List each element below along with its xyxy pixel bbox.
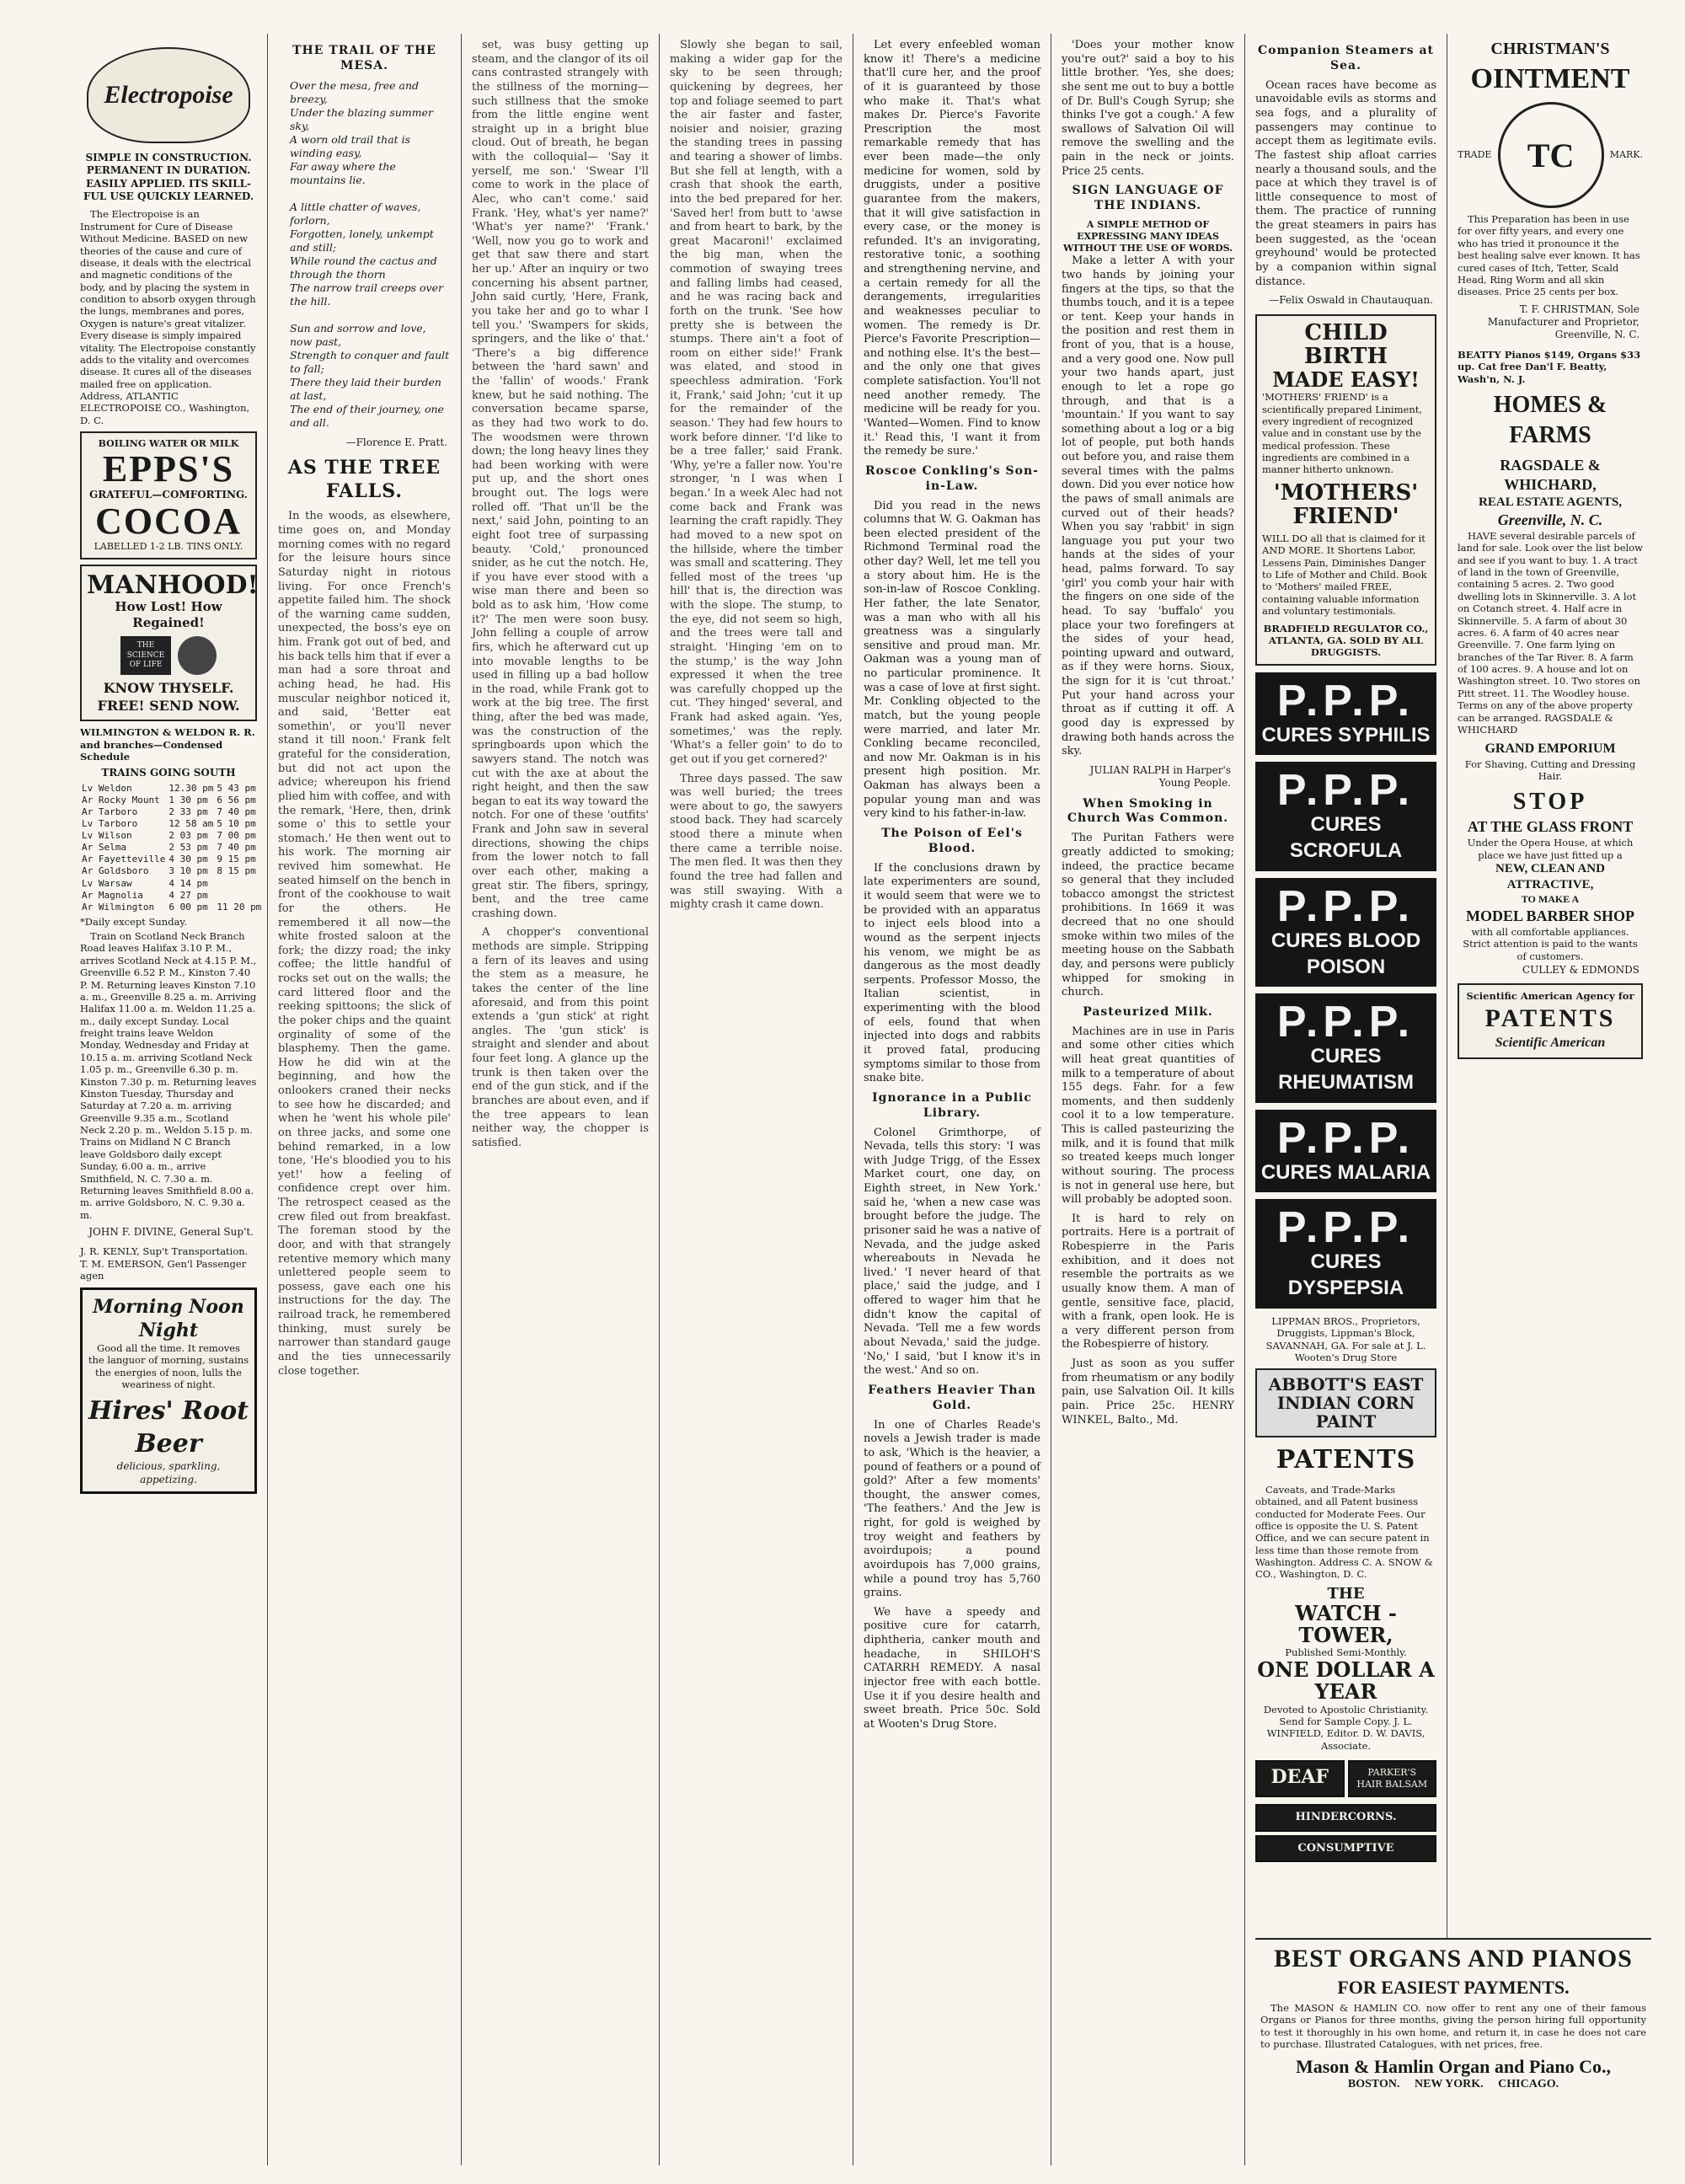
ppp-ad bbox=[1255, 993, 1436, 1102]
schedule-cell: 4 27 pm bbox=[168, 889, 208, 901]
schedule-cell: 2 53 pm bbox=[168, 842, 208, 854]
schedule-cell: 2 33 pm bbox=[168, 806, 208, 818]
article-signature: —Felix Oswald in Chautauquan. bbox=[1269, 294, 1433, 307]
ppp-title: P.P.P. bbox=[1276, 766, 1415, 816]
column-3 bbox=[463, 34, 657, 2165]
rail-text: Train on Scotland Neck Branch Road leaves Halifax 3.10 P. M., arrives Scotland Neck at 4.15 P. M., Greenville 6.52 P. M., Kinston 7.40 P. M. Returning leaves Kinston 7.10 a. m., Greenville 8.25 a. m. Arriving Halifax 11.00 a. m. Weldon 11.25 a. m., daily except Sunday. Local freight trains leave Weldon Monday, Wednesday and Friday at 10.15 a. m. arriving Scotland Neck 1.05 p. m., Greenville 6.30 p. m. Kinston 7.30 p. m. Returning leaves Kinston Tuesday, Thursday and Saturday at 7.20 a. m. arriving Greenville 9.35 a.m., Scotland Neck 2.20 p. m., Weldon 5.15 p. m. Trains on Midland N C Branch leave Goldsboro daily except Sunday, 6.00 a. m., arrive Smithfield, N. C. 7.30 a. m. Returning leaves Smithfield 8.00 a. m. arrive Goldsboro, N. C. 9.30 a. m. bbox=[80, 930, 257, 1221]
article-body: Ocean races have become as unavoidable evils as storms and sea fogs, and a plurality of passengers may continue to accept them as legitimate evils. The fastest ship afloat carries nearly a thousand souls, and the pace at which they travel is of little consequence to most of them. The practice of running the great steamers in pairs has been suggested, as the 'ocean greyhound' would be protected by a companion within signal distance. bbox=[1255, 78, 1436, 288]
article-body: The Puritan Fathers were greatly addicted to smoking; indeed, the practice became so general that they included tobacco amongst the strictest prohibitions. In 1669 it was decreed that no one should smoke within two miles of the meeting house on the Sabbath day, and persons were publicly whipped for smoking in church. bbox=[1062, 832, 1234, 999]
article-subheading: A SIMPLE METHOD OF EXPRESSING MANY IDEAS WITHOUT THE USE OF WORDS. bbox=[1062, 219, 1233, 254]
story-body: A chopper's conventional methods are simple. Stripping a fern of its leaves and using the stem as a measure, he takes the center of the line aforesaid, and from this point extends a 'gun stick' at right angles. The 'gun stick' is straight and slender and about four feet long. A glance up the trunk is then taken over the end of the gun stick, and if the branches are about even, and if the tree appears to lean neither way, the chopper is satisfied. bbox=[472, 926, 649, 1149]
manhood-ad: MANHOOD! How Lost! How Regained! THE SCIENCE OF LIFE KNOW THYSELF. FREE! SEND NOW. bbox=[80, 565, 257, 721]
article-body: Make a letter A with your two hands by joining your fingers at the tips, so that the thumbs touch, and it is a tepee or tent. Keep your hands in the position and rest them in front of you, that is a house, and a very good one. Now pull your two hands apart, just enough to let a rope go through, and that is a 'mountain.' If you want to say something about a log or a big lot of people, put both hands out before you, and raise them several times with the palms down. Did you ever notice how the paws of small animals are curved out of their heads? When you say 'rabbit' in sign language you put your two hands at the sides of your head, palms forward. To say 'girl' you comb your hair with the fingers on one side of the head. To say 'buffalo' you place your two forefingers at the sides of your head, pointing upward and outward, as if they were horns. Sioux, the sign for it is 'cut throat.' Put your hand across your throat as if cutting it off. A good day is expressed by drawing both hands across the sky. bbox=[1062, 254, 1234, 758]
schedule-row bbox=[80, 783, 263, 795]
schedule-cell: Ar Wilmington bbox=[82, 901, 155, 913]
article-body: 'Does your mother know you're out?' said a boy to his little brother. 'Yes, she does; she sent me out to buy a bottle of Dr. Bull's Cough Syrup; she thinks I've got a cough.' A few swallows of Salvation Oil will remove the swelling and the pain in the neck or joints. Price 25 cents. bbox=[1062, 39, 1234, 178]
article-body: Did you read in the news columns that W. G. Oakman has been elected president of the Richmond Terminal road the other day? Well, let me tell you a story about him. He is the son-in-law of Roscoe Conkling. Her father, the late Senator, was a man who with all his greatness was a singularly sensitive and proud man. Mr. Oakman was a young man of no particular prominence. It was a case of love at first sight. Mr. Conkling objected to the match, but the young people were married, and later Mr. Conkling became reconciled, and now Mr. Oakman is in his present high position. Mr. Oakman has always been a popular young man and was very kind to his father-in-law. bbox=[864, 499, 1040, 821]
schedule-cell: 6 56 pm bbox=[217, 794, 256, 806]
column-1 bbox=[72, 34, 265, 2165]
watch-tower-ad: THE WATCH - TOWER, Published Semi-Monthly. ONE DOLLAR A YEAR Devoted to Apostolic Christianity. Send for Sample Copy. J. L. WINFIELD, Editor. D. W. DAVIS, Associate. bbox=[1257, 1584, 1435, 1752]
story-body: Three days passed. The saw was well buried; the trees were about to go, the sawyers stood back. They had scarcely stood there a minute when there came a terrible noise. The men fled. It was then they found the tree had fallen and was still swaying. With a mighty crash it came down. bbox=[670, 772, 842, 912]
column-rule bbox=[267, 34, 268, 2165]
schedule-row bbox=[80, 818, 263, 830]
signature: J. R. KENLY, Sup't Transportation. bbox=[80, 1245, 249, 1258]
salvation-oil-ad: Just as soon as you suffer from rheumatism or any bodily pain, use Salvation Oil. It kills pain. Price 25c. HENRY WINKEL, Balto., Md. bbox=[1062, 1357, 1234, 1427]
patents-body: Caveats, and Trade-Marks obtained, and all Patent business conducted for Moderate Fees. Our office is opposite the U. S. Patent Office, and we can secure patent in less time than those remote from Washington. Address C. A. SNOW & CO., Washington, D. C. bbox=[1255, 1483, 1433, 1581]
ppp-cure-label: CURES RHEUMATISM bbox=[1278, 1045, 1414, 1094]
electropoise-logo: Electropoise bbox=[87, 47, 250, 143]
ppp-ad bbox=[1255, 672, 1436, 756]
article-body: In one of Charles Reade's novels a Jewish trader is made to ask, 'Which is the heavier, a pound of feathers or a pound of gold?' After a few moments' thought, the answer comes, 'The feathers.' And the Jew is right, for gold is weighed by troy weight and feathers by avoirdupois; a pound avoirdupois has 7,000 grains, while a pound troy has 5,760 grains. bbox=[864, 1418, 1040, 1600]
epps-cocoa-ad: BOILING WATER OR MILK EPPS'S GRATEFUL—COMFORTING. COCOA LABELLED 1-2 LB. TINS ONLY. bbox=[80, 431, 257, 559]
schedule-cell: 4 30 pm bbox=[168, 854, 208, 865]
article-heading: Feathers Heavier Than Gold. bbox=[868, 1383, 1036, 1412]
schedule-cell: 7 40 pm bbox=[217, 842, 256, 854]
patents-heading: PATENTS bbox=[1276, 1445, 1416, 1475]
schedule-row bbox=[80, 902, 263, 913]
article-body: If the conclusions drawn by late experimenters are sound, it would seem that were we to be provided with an apparatus to inject eels blood into a wound as the serpent injects his venom, we might be as dangerous as the most deadly serpents. Professor Mosso, the Italian scientist, in experimenting with the blood of eels, found that when injected into dogs and rabbits it proved fatal, producing symptoms similar to those from snake bite. bbox=[864, 861, 1040, 1085]
schedule-cell: 12.30 pm bbox=[168, 782, 214, 794]
electropoise-tagline: SIMPLE IN CONSTRUCTION. PERMANENT IN DURATION. EASILY APPLIED. ITS SKILL-FUL USE QUICKLY LEARNED. bbox=[83, 152, 254, 203]
poem-title: THE TRAIL OF THE MESA. bbox=[292, 44, 436, 72]
schedule-cell: 3 10 pm bbox=[168, 865, 208, 877]
story-body: In the woods, as elsewhere, time goes on, and Monday morning comes with no regard for the leisure hours since Saturday night in riotous living. For once French's appetite failed him. The shock of the warning came sudden, unexpected, the boss's eye on him. Frank got out of bed, and his back tells him that if ever a man had a sore throat and aching head, he had. His muscular neighbor noticed it, and said, 'Better eat somethin', or you'll never stand it till noon.' Frank felt grateful for the consideration, but did not act upon the advice; whereupon his friend plied him with coffee, and with the remark, 'Here, then, drink some o' this to settle your stomach.' He then went out to his work. The morning air revived him somewhat. He seated himself on the bench in front of the cookhouse to wait for the others. He remembered it all now—the white frosted saloon at the fork; the dizzy road; the inky coffee; the little handful of rocks set out on the walls; the card littered floor and the reeking spittoons; the slick of the poker chips and the quaint orginality of some of the blasphemy. Then the game. How he did win at the beginning, and how the onlookers craned their necks to see how he discarded; and when he 'went his whole pile' on three jacks, and some one behind remarked, in a low tone, 'He's bloodied you to his yet!' how a feeling of confidence crept over him. The retrospect ceased as the crew filed out from breakfast. The foreman stood by the door, and with that strangely retentive memory which many unlettered people seem to possess, gave each one his instructions for the day. The railroad track, he remembered thinking, must surely be narrower than standard gauge and the ties unnecessarily close together. bbox=[278, 510, 451, 1378]
ppp-footer: LIPPMAN BROS., Proprietors, Druggists, Lippman's Block, SAVANNAH, GA. For sale at J. L. Wooten's Drug Store bbox=[1265, 1314, 1426, 1363]
stop-heading: STOP bbox=[1512, 789, 1588, 816]
ppp-cure-label: CURES DYSPEPSIA bbox=[1287, 1250, 1404, 1300]
article-heading: When Smoking in Church Was Common. bbox=[1067, 796, 1229, 826]
schedule-row bbox=[80, 865, 263, 877]
rail-heading: WILMINGTON & WELDON R. R. and branches—Condensed Schedule bbox=[80, 726, 255, 763]
mason-hamlin-ad: BEST ORGANS AND PIANOS FOR EASIEST PAYMENTS. The MASON & HAMLIN CO. now offer to rent any one of their famous Organs or Pianos for three months, giving the person hiring full opportunity to test it thoroughly in his own home, and return it, in case he does not care to purchase. Illustrated Catalogues, with net prices, free. Mason & Hamlin Organ and Piano Co., BOSTON. NEW YORK. CHICAGO. bbox=[1255, 1938, 1651, 2165]
ppp-ad bbox=[1255, 878, 1436, 987]
schedule-cell: Lv Wilson bbox=[82, 830, 132, 842]
story-body: set, was busy getting up steam, and the clangor of its oil cans contrasted strangely with the stillness of the morning—such stillness that the smoke from the little engine went straight up in a bright blue cloud. Out of breath, he began with the colloquial— 'Say it yerself, me son.' 'Swear I'll come to work in the place of Alec, who can't come.' said Frank. 'Hey, what's yer name?' 'What's yer name?' 'Frank.' 'Well, now you go to work and get that saw there and start her up.' After an inquiry or two concerning his absent partner, John said curtly, 'Here, Frank, you take her and go to whar I tell you.' 'Swampers for skids, springers, and the like o' that.' 'There's a big difference between the 'hard sawn' and the 'fallin' of woods.' Frank knew, but he said nothing. The conversation became sparse, as they had two work to do. The woodsmen were thrown down; the long heavy lines they had been working with were put up, and the short ones brought out. The logs were rolled off. 'That un'll be the next,' said John, pointing to an eight foot tree of surpassing beauty. 'Cold,' pronounced snider, as he cut the notch. He, if you have ever stood with a wise man there and been so bold as to ask him, 'How come it?' The men were soon busy. John felling a couple of arrow firs, which he afterward cut up into movable lengths to be used in filling up a bad hollow in the road, while Frank got to work at the big tree. The first thing, after the bed was made, was the construction of the springboards upon which the sawyers stand. The notch was cut with the axe at about the right height, and then the saw began to eat its way toward the notch. For one of these 'outfits' Frank and John saw in several directions, showing the chips from the lower notch to fall over each other, making a great stir. The fibers, springy, bent, and the tree came crashing down. bbox=[472, 39, 649, 920]
schedule-cell: 5 43 pm bbox=[217, 782, 256, 794]
article-heading: The Poison of Eel's Blood. bbox=[881, 826, 1023, 855]
tc-monogram-icon: TC bbox=[1498, 102, 1604, 208]
ppp-cure-label: CURES SYPHILIS bbox=[1261, 723, 1431, 747]
abbott-corn-paint-ad: ABBOTT'S EAST INDIAN CORN PAINT bbox=[1255, 1368, 1436, 1437]
article-body: Let every enfeebled woman know it! There's a medicine that'll cure her, and the proof of it is guaranteed by those who make it. That's what makes Dr. Pierce's Favorite Prescription the most remarkable remedy that has ever been made—the only medicine for women, sold by druggists, under a positive guarantee from the makers, that it will give satisfaction in every case, or the money is refunded. It's an invigorating, restorative tonic, a soothing and strengthening nervine, and a certain remedy for all the derangements, irregularities and weaknesses peculiar to women. The remedy is Dr. Pierce's Favorite Prescription—and nothing else. It's the best—and the only one that gives complete satisfaction. You'll not need another remedy. The medicine will be ready for you. 'Wanted—Women. Find to know it.' Read this, 'I want it from the remedy be sure.' bbox=[864, 39, 1040, 458]
article-heading: SIGN LANGUAGE OF THE INDIANS. bbox=[1072, 184, 1224, 213]
trains-south-heading: TRAINS GOING SOUTH bbox=[101, 766, 236, 779]
schedule-cell bbox=[215, 878, 263, 890]
column-5 bbox=[855, 34, 1049, 2165]
schedule-cell: Ar Fayetteville bbox=[82, 854, 166, 865]
schedule-cell: Ar Rocky Mount bbox=[82, 794, 160, 806]
schedule-cell: Lv Warsaw bbox=[82, 877, 132, 889]
deaf-ad: DEAF bbox=[1255, 1760, 1345, 1797]
column-2 bbox=[270, 34, 459, 2165]
hindercorns-ad: HINDERCORNS. bbox=[1255, 1804, 1436, 1832]
column-7 bbox=[1247, 34, 1445, 2165]
signature: JOHN F. DIVINE, General Sup't. bbox=[88, 1226, 254, 1239]
schedule-cell bbox=[215, 890, 263, 902]
christman-heading: CHRISTMAN'S bbox=[1490, 40, 1610, 58]
consumptive-ad: CONSUMPTIVE bbox=[1255, 1835, 1436, 1863]
column-4 bbox=[661, 34, 851, 2165]
farms-listing: HAVE several desirable parcels of land for sale. Look over the list below and see if you want to buy. 1. A tract of land in the town of Greenville, containing 5 acres. 2. Two good dwelling lots in Skinnerville. 3. A lot on Cotanch street. 4. Half acre in Skinnerville. 5. A farm of about 30 acres. 6. A farm of 40 acres near Greenville. 7. One farm lying on branches of the Tar River. 8. A farm of 100 acres. 9. A house and lot on Washington street. 10. Two stores on Pitt street. 11. The Woodley house. Terms on any of the above property can be arranged. RAGSDALE & WHICHARD bbox=[1458, 529, 1643, 736]
schedule-cell: 12 58 am bbox=[168, 818, 214, 830]
hires-rootbeer-ad: Morning Noon Night Good all the time. It removes the languor of morning, sustains the energies of noon, lulls the weariness of night. Hires' Root Beer delicious, sparkling, appetizing. bbox=[80, 1287, 257, 1494]
signature: T. M. EMERSON, Gen'l Passenger agen bbox=[80, 1257, 247, 1282]
article-body: Machines are in use in Paris and some other cities which will heat great quantities of milk to a temperature of about 155 degs. Fahr. for a few moments, and then suddenly cool it to a low temperature. This is called pasteurizing the milk, and it is found that milk so treated keeps much longer without souring. The process is not in general use here, but will probably be adopted soon. bbox=[1062, 1025, 1234, 1207]
book-icon: THE SCIENCE OF LIFE bbox=[120, 636, 171, 675]
schedule-row bbox=[80, 854, 263, 865]
story-title: AS THE TREE FALLS. bbox=[287, 457, 441, 503]
article-heading: Ignorance in a Public Library. bbox=[872, 1090, 1032, 1120]
schedule-cell: 4 14 pm bbox=[168, 877, 208, 889]
schedule-cell: 11 20 pm bbox=[217, 901, 262, 913]
rail-schedule-table bbox=[80, 783, 263, 913]
schedule-cell: Lv Weldon bbox=[82, 782, 132, 794]
homes-farms-heading: HOMES & FARMS bbox=[1493, 391, 1607, 448]
schedule-cell: 7 40 pm bbox=[217, 806, 256, 818]
schedule-cell: Lv Tarboro bbox=[82, 818, 138, 830]
schedule-cell: 1 30 pm bbox=[168, 794, 208, 806]
ointment-signature: T. F. CHRISTMAN, Sole Manufacturer and Proprietor, Greenville, N. C. bbox=[1487, 302, 1640, 341]
ppp-title: P.P.P. bbox=[1276, 998, 1415, 1047]
ppp-title: P.P.P. bbox=[1276, 881, 1415, 931]
schedule-cell: Ar Goldsboro bbox=[82, 865, 149, 877]
ppp-title: P.P.P. bbox=[1276, 1113, 1415, 1163]
ppp-ad bbox=[1255, 762, 1436, 870]
ppp-cure-label: CURES MALARIA bbox=[1260, 1160, 1431, 1184]
rail-note: *Daily except Sunday. bbox=[80, 915, 188, 928]
schedule-row bbox=[80, 890, 263, 902]
ppp-ad bbox=[1255, 1199, 1436, 1308]
ppp-cure-label: CURES BLOOD POISON bbox=[1270, 929, 1421, 978]
article-body: Colonel Grimthorpe, of Nevada, tells this story: 'I was with Judge Trigg, of the Essex Market court, one day, on Eighth street, in New York.' said he, 'when a new case was brought before the judge. The prisoner said he was a native of Nevada, and the judge asked whereabouts in Nevada he lived.' 'I never heard of that place,' said the judge, and I offered to wager him that he didn't know the capital of Nevada. 'Tell me a few words about Nevada,' said the judge. 'No,' I said, 'but I know it's in the west.' And so on. bbox=[864, 1126, 1040, 1378]
article-signature: JULIAN RALPH in Harper's Young People. bbox=[1089, 763, 1231, 790]
portrait-icon bbox=[178, 636, 217, 675]
article-heading: Companion Steamers at Sea. bbox=[1258, 44, 1434, 72]
article-heading: Pasteurized Milk. bbox=[1083, 1004, 1213, 1019]
schedule-row bbox=[80, 806, 263, 818]
schedule-cell: 5 10 pm bbox=[217, 818, 256, 830]
schedule-row bbox=[80, 795, 263, 806]
column-rule bbox=[1244, 34, 1245, 2165]
beatty-ad: BEATTY Pianos $149, Organs $33 up. Cat free Dan'l F. Beatty, Wash'n, N. J. bbox=[1458, 348, 1641, 385]
ppp-title: P.P.P. bbox=[1276, 1203, 1415, 1253]
story-body: Slowly she began to sail, making a wider gap for the sky to be seen through; quickening by degrees, her top and foliage seemed to part the air faster and faster, noisier and noisier, grazing the standing trees in passing and tearing a shower of limbs. But she fell at length, with a crash that shook the earth, into the bed prepared for her. 'Saved her! from butt to 'awse and from heart to bark, by the great Macaroni!' exclaimed the big man, when the commotion of swaying trees and falling limbs had ceased, and he was racing back and forth on the trunk. 'See how pretty she is between the stumps. There ain't a foot of room on either side!' Frank was elated, and stood in speechless admiration. 'Fork it, Frank,' said John; 'cut it up for the remainder of the season.' They had few hours to work before dinner. 'I'd like to be a tree faller,' said Frank. 'Why, ye're a faller now. You're stronger, 'n I was when I began.' In a week Alec had not come back and Frank was learning the craft rapidly. They had moved to a new spot on the hillside, where the timber was small and scattering. They felled most of the trees 'up hill' that is, the direction was with the slope. The stump, to the eye, did not seem so high, and the trees were tall and straight. 'Hinging 'em on to the stump,' is the way John expressed it when the tree was carefully chopped up the cut. 'They hinged' several, and Frank had asked again. 'Yes, sometimes,' was the reply. 'What's a feller goin' to do to get out if you get cornered?' bbox=[670, 39, 842, 766]
schedule-cell: Ar Selma bbox=[82, 842, 126, 854]
poem-author: —Florence E. Pratt. bbox=[345, 436, 447, 448]
schedule-cell: 8 15 pm bbox=[217, 865, 256, 877]
schedule-cell: 7 00 pm bbox=[217, 830, 256, 842]
column-8: CHRISTMAN'S OINTMENT TRADE TC MARK. This Preparation has been in use for over fifty years, and every one who has tried it pronounce it the best healing salve ever known. It has cured cases of Itch, Tetter, Scald Head, Ring Worm and all skin diseases. Price 25 cents per box. T. F. CHRISTMAN, Sole Manufacturer and Proprietor, Greenville, N. C. BEATTY Pianos $149, Organs $33 up. Cat free Dan'l F. Beatty, Wash'n, N. J. HOMES & FARMS RAGSDALE & WHICHARD, REAL ESTATE AGENTS, Greenville, N. C. HAVE several desirable parcels of land for sale. Look over the list below and see if you want to buy. 1. A tract of land in the town of Greenville, containing 5 acres. 2. Two good dwelling lots in Skinnerville. 3. A lot on Cotanch street. 4. Half acre in Skinnerville. 5. A farm of about 30 acres. 6. A farm of 40 acres near Greenville. 7. One farm lying on branches of the Tar River. 8. A farm of 100 acres. 9. A house and lot on Washington street. 10. Two stores on Pitt street. 11. The Woodley house. Terms on any of the above property can be arranged. RAGSDALE & WHICHARD GRAND EMPORIUM For Shaving, Cutting and Dressing Hair. STOP AT THE GLASS FRONT Under the Opera House, at which place we have just fitted up a NEW, CLEAN AND ATTRACTIVE, TO MAKE A MODEL BARBER SHOP with all comfortable appliances. Strict attention is paid to the wants of customers. CULLEY & EDMONDS Scientific American Agency for PATENTS Scientific American bbox=[1449, 34, 1651, 2165]
ointment-heading: OINTMENT bbox=[1470, 62, 1630, 94]
shiloh-ad: We have a speedy and positive cure for catarrh, diphtheria, canker mouth and headache, in SHILOH'S CATARRH REMEDY. A nasal injector free with each bottle. Use it if you desire health and sweet breath. Price 50c. Sold at Wooten's Drug Store. bbox=[864, 1605, 1040, 1731]
column-6 bbox=[1053, 34, 1243, 2165]
ointment-body: This Preparation has been in use for over fifty years, and every one who has tried it pronounce it the best healing salve ever known. It has cured cases of Itch, Tetter, Scald Head, Ring Worm and all skin diseases. Price 25 cents per box. bbox=[1458, 213, 1640, 298]
scientific-american-ad: Scientific American Agency for PATENTS Scientific American bbox=[1458, 983, 1643, 1058]
article-body: It is hard to rely on portraits. Here is a portrait of Robespierre in the Paris exhibition, and it does not resemble the portraits as we usually know them. A man of gentle, sensitive face, placid, with a frank, open look. He is a very different person from the Robespierre of history. bbox=[1062, 1212, 1234, 1352]
parkers-ad: PARKER'S HAIR BALSAM bbox=[1348, 1760, 1437, 1797]
column-rule bbox=[659, 34, 660, 2165]
schedule-cell: 9 15 pm bbox=[217, 854, 256, 865]
article-heading: Roscoe Conkling's Son-in-Law. bbox=[865, 463, 1039, 493]
schedule-cell: Ar Tarboro bbox=[82, 806, 138, 818]
electropoise-body: The Electropoise is an Instrument for Cure of Disease Without Medicine. BASED on new theories of the cause and cure of disease, it deals with the electrical and magnetic conditions of the body, and by placing the system in condition to absorb oxygen through the lungs, membranes and pores, Oxygen is nature's great vitalizer. Every disease is simply impaired vitality. The Electropoise constantly adds to the vitality and overcomes disease. It cures all of the diseases mailed free on application. Address, ATLANTIC ELECTROPOISE CO., Washington, D. C. bbox=[80, 208, 256, 426]
emporium-heading: GRAND EMPORIUM bbox=[1484, 741, 1616, 757]
schedule-cell: 6 00 pm bbox=[168, 901, 208, 913]
ppp-ad bbox=[1255, 1110, 1436, 1193]
mothers-friend-ad: CHILD BIRTH MADE EASY! 'MOTHERS' FRIEND' is a scientifically prepared Liniment, every ingredient of recognized value and in constant use by the medical profession. These ingredients are combined in a manner hitherto unknown. 'MOTHERS' FRIEND' WILL DO all that is claimed for it AND MORE. It Shortens Labor, Lessens Pain, Diminishes Danger to Life of Mother and Child. Book to 'Mothers' mailed FREE, containing valuable information and voluntary testimonials. BRADFIELD REGULATOR CO., ATLANTA, GA. SOLD BY ALL DRUGGISTS. bbox=[1255, 314, 1436, 666]
schedule-row bbox=[80, 878, 263, 890]
ppp-title: P.P.P. bbox=[1276, 676, 1415, 725]
poem-body: Over the mesa, free and breezy, Under the blazing summer sky, A worn old trail that is winding easy, Far away where the mountains lie. A little chatter of waves, forlorn, Forgotten, lonely, unkempt and still; While round the cactus and through the thorn The narrow trail creeps over the hill. Sun and sorrow and love, now past, Strength to conquer and fault to fall; There they laid their burden at last, The end of their journey, one and all. bbox=[290, 78, 450, 429]
schedule-cell: Ar Magnolia bbox=[82, 889, 143, 901]
column-rule bbox=[461, 34, 462, 2165]
schedule-row bbox=[80, 842, 263, 854]
schedule-cell: 2 03 pm bbox=[168, 830, 208, 842]
schedule-row bbox=[80, 830, 263, 842]
ppp-cure-label: CURES SCROFULA bbox=[1289, 813, 1403, 863]
ppp-ad-list bbox=[1255, 672, 1436, 1309]
